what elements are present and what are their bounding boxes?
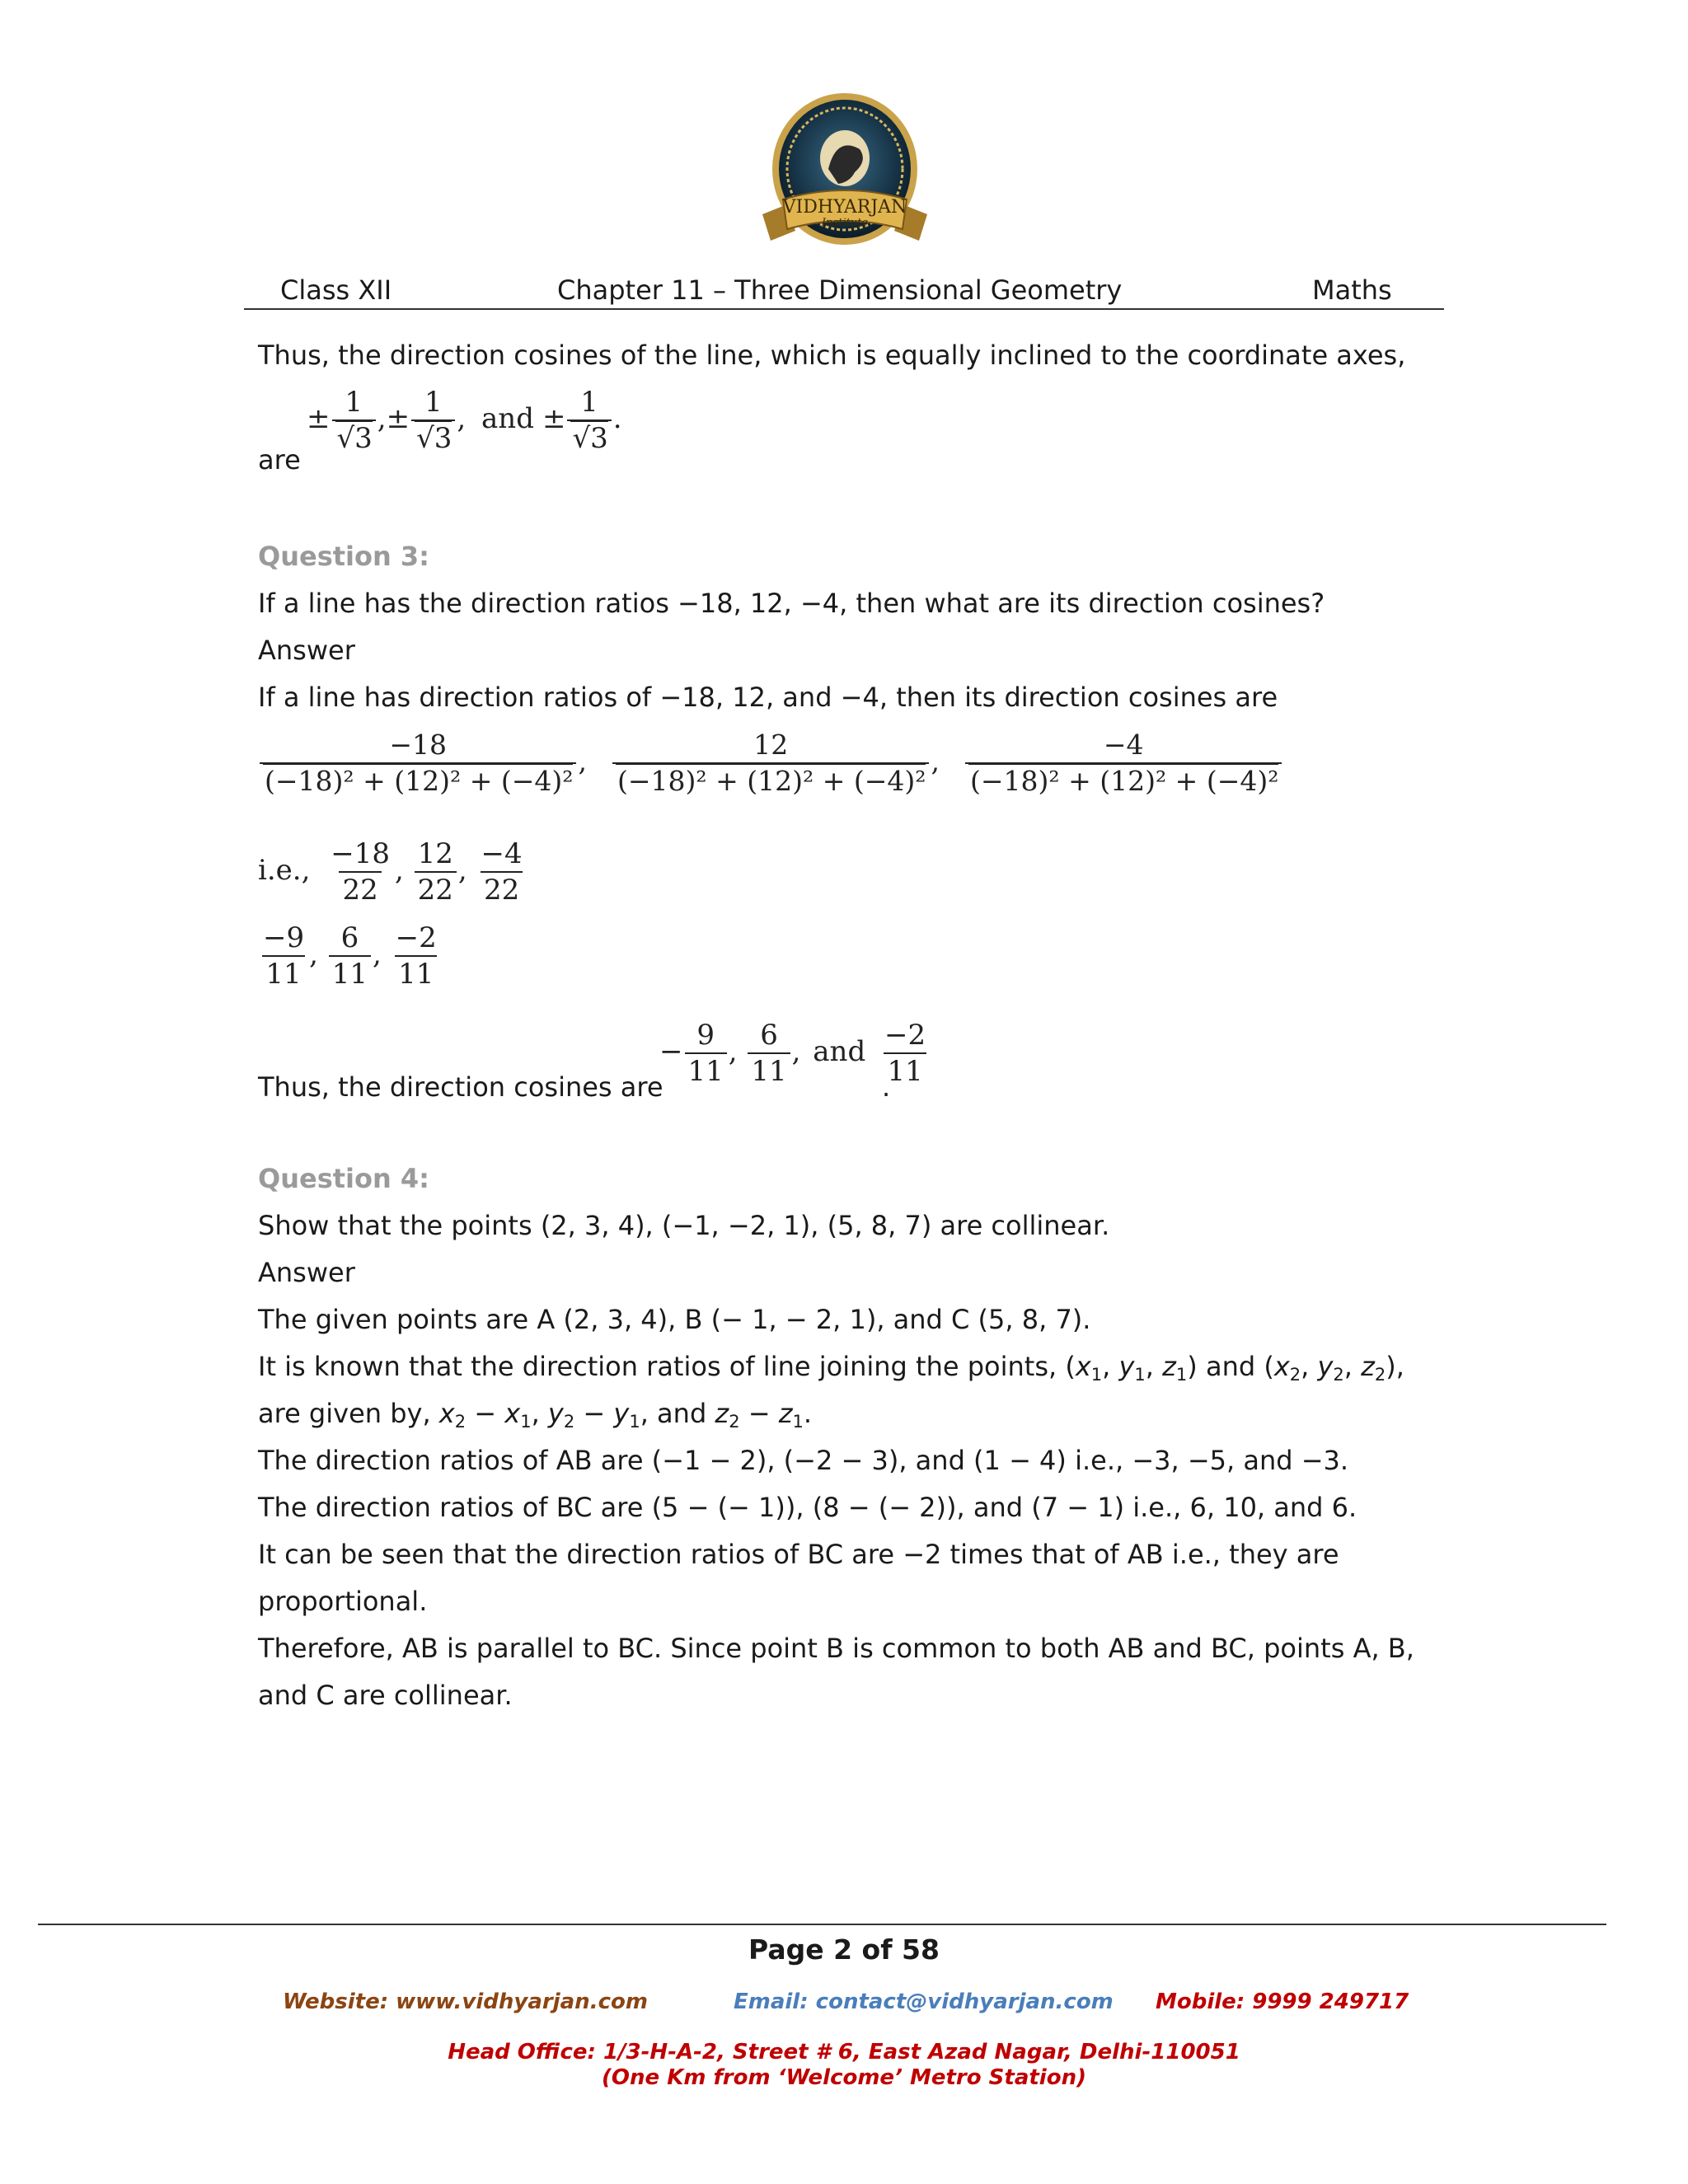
address-landmark: (One Km from ‘Welcome’ Metro Station)	[602, 2065, 1086, 2090]
direction-ratios-bc: The direction ratios of BC are (5 − (− 1)), (8 − (− 2)), and (7 − 1) i.e., 6, 10, and 6.	[258, 1492, 1357, 1523]
equal-cosines-formula: ± $\frac{1}{√3}$ ,± $\frac{1}{√3}$ , and ± $\frac{1}{√3}$ .	[307, 386, 622, 455]
question-3-answer-label: Answer	[258, 635, 355, 666]
question-3-heading: Question 3:	[258, 541, 429, 572]
header-class: Class XII	[280, 274, 392, 306]
header-chapter: Chapter 11 – Three Dimensional Geometry	[557, 274, 1123, 306]
question-3-conclusion: Thus, the direction cosines are	[258, 1071, 663, 1103]
known-line: It is known that the direction ratios of line joining the points, ($x_1$, $y_1$, $z_1$) and ($x_2$, $y_2$, $z_2$),	[258, 1351, 1404, 1385]
logo-sub-text: Institute	[821, 217, 869, 229]
logo-brand-text: VIDHYARJAN	[782, 197, 907, 218]
question-4-heading: Question 4:	[258, 1163, 429, 1194]
conclusion-line-2: and C are collinear.	[258, 1680, 513, 1711]
intro-line: Thus, the direction cosines of the line, which is equally inclined to the coordinate axes,	[258, 340, 1406, 371]
header-divider	[244, 308, 1444, 310]
question-4-answer-label: Answer	[258, 1257, 355, 1288]
mobile-number: Mobile: 9999 249717	[1156, 1990, 1409, 2014]
step-fractions-22: i.e., $\frac{-18}{22}$ , $\frac{12}{22}$ , $\frac{-4}{22}$	[258, 837, 523, 907]
page-number: Page 2 of 58	[748, 1933, 940, 1966]
question-3-answer-line: If a line has direction ratios of −18, 12, and −4, then its direction cosines are	[258, 682, 1278, 713]
proportional-line-2: proportional.	[258, 1586, 428, 1617]
direction-cosine-fractions: $\frac{-18}{\text{(−18)² + (12)² + (−4)²}}$ , $\frac{12}{\text{(−18)² + (12)² + (−4)²}}$ , $\frac{-4}{\text{(−18)² + (12)² + (−4)²}}$	[258, 730, 1283, 796]
given-points-line: The given points are A (2, 3, 4), B (− 1, − 2, 1), and C (5, 8, 7).	[258, 1304, 1091, 1335]
step-fractions-11: $\frac{-9}{11}$ , $\frac{6}{11}$ , $\frac{-2}{11}$	[263, 921, 437, 991]
website-link[interactable]: Website: www.vidhyarjan.com	[283, 1990, 648, 2014]
vidhyarjan-logo	[738, 91, 952, 276]
question-4-text: Show that the points (2, 3, 4), (−1, −2, 1), (5, 8, 7) are collinear.	[258, 1210, 1110, 1241]
question-3-text: If a line has the direction ratios −18, 12, −4, then what are its direction cosines?	[258, 588, 1325, 619]
header-subject: Maths	[1312, 274, 1392, 306]
final-cosines-formula: − $\frac{9}{11}$ , $\frac{6}{11}$ , and $\frac{-2}{11}$	[659, 1019, 926, 1088]
proportional-line-1: It can be seen that the direction ratios of BC are −2 times that of AB i.e., they are	[258, 1539, 1339, 1570]
given-by-line: are given by, $x_2 - x_1$, $y_2 - y_1$, and $z_2 - z_1$.	[258, 1398, 813, 1432]
footer-divider	[38, 1924, 1606, 1925]
are-word: are	[258, 444, 301, 476]
email-link[interactable]: Email: contact@vidhyarjan.com	[734, 1990, 1114, 2014]
final-period: .	[882, 1071, 891, 1103]
conclusion-line-1: Therefore, AB is parallel to BC. Since point B is common to both AB and BC, points A, B,	[258, 1633, 1414, 1664]
direction-ratios-ab: The direction ratios of AB are (−1 − 2), (−2 − 3), and (1 − 4) i.e., −3, −5, and −3.	[258, 1445, 1349, 1476]
head-office-address: Head Office: 1/3-H-A-2, Street # 6, East Azad Nagar, Delhi-110051	[448, 2040, 1240, 2064]
